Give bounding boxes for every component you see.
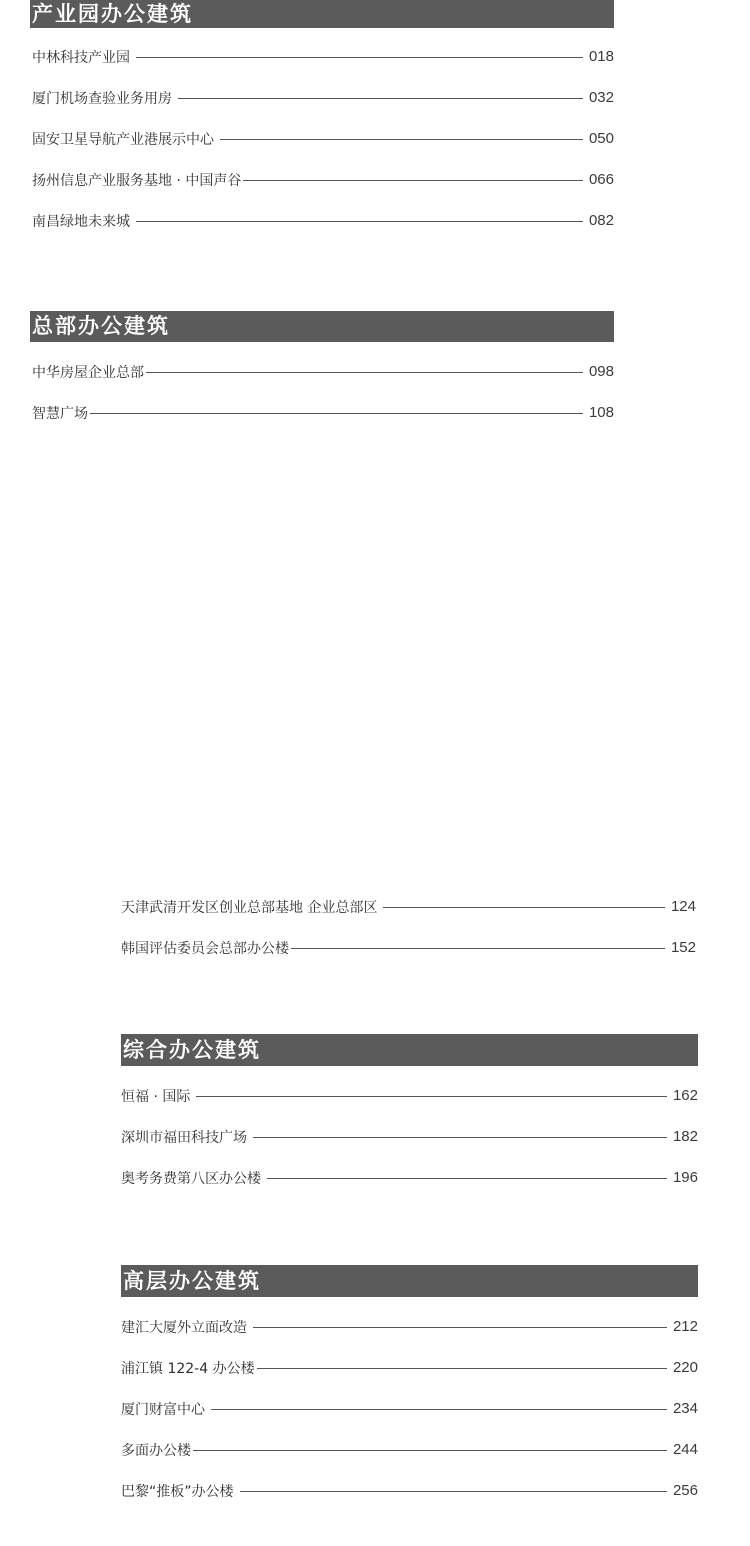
toc-entry-page: 212 [672,1318,698,1335]
toc-entry-title: 巴黎“推板”办公楼 [121,1483,234,1500]
leader-line [196,1096,667,1097]
toc-list [32,36,614,241]
leader-line [253,1137,667,1138]
leader-line [291,948,665,949]
toc-entry-page: 032 [588,89,614,106]
toc-section-industrial-park [32,0,614,241]
leader-line [267,1178,667,1179]
toc-entry-page: 082 [588,212,614,229]
toc-entry[interactable] [121,886,696,927]
leader-line [136,221,583,222]
toc-entry-page: 066 [588,171,614,188]
toc-entry-title: 深圳市福田科技广场 [121,1129,247,1146]
section-heading: 高层办公建筑 [121,1265,698,1297]
toc-entry[interactable] [121,1075,698,1116]
toc-entry[interactable] [32,36,614,77]
toc-entry-page: 108 [588,404,614,421]
toc-entry[interactable] [121,1306,698,1347]
leader-line [211,1409,667,1410]
toc-entry-page: 196 [672,1169,698,1186]
toc-entry[interactable] [121,1429,698,1470]
toc-entry-page: 152 [670,939,696,956]
toc-entry[interactable] [32,351,614,392]
leader-line [240,1491,667,1492]
toc-list [121,1075,698,1198]
toc-entry-title: 多面办公楼 [121,1442,191,1459]
toc-section-headquarters [32,311,614,433]
toc-section-continued [121,886,696,968]
leader-line [220,139,583,140]
toc-entry[interactable] [32,200,614,241]
toc-entry[interactable] [32,77,614,118]
toc-entry-page: 244 [672,1441,698,1458]
toc-entry[interactable] [32,159,614,200]
toc-entry-page: 256 [672,1482,698,1499]
toc-entry-page: 050 [588,130,614,147]
toc-entry-title: 韩国评估委员会总部办公楼 [121,940,289,957]
leader-line [90,413,583,414]
toc-entry-page: 220 [672,1359,698,1376]
leader-line [193,1450,667,1451]
leader-line [136,57,583,58]
leader-line [253,1327,667,1328]
leader-line [383,907,665,908]
section-heading: 产业园办公建筑 [30,0,614,28]
toc-entry-title: 厦门财富中心 [121,1401,205,1418]
toc-entry-page: 018 [588,48,614,65]
toc-entry-page: 162 [672,1087,698,1104]
toc-section-mixed-office [121,1034,698,1198]
toc-list [32,351,614,433]
toc-entry-title: 天津武清开发区创业总部基地 企业总部区 [121,899,378,916]
toc-entry[interactable] [121,1116,698,1157]
leader-line [146,372,583,373]
toc-entry[interactable] [32,118,614,159]
toc-entry-title: 恒福 · 国际 [121,1088,191,1105]
toc-entry[interactable] [121,1157,698,1198]
toc-entry-title: 厦门机场查验业务用房 [32,90,172,107]
toc-entry[interactable] [121,927,696,968]
toc-entry[interactable] [121,1347,698,1388]
toc-entry-title: 中林科技产业园 [32,49,130,66]
toc-list [121,886,696,968]
section-heading: 总部办公建筑 [30,311,614,342]
toc-entry-page: 124 [670,898,696,915]
toc-entry-title: 建汇大厦外立面改造 [121,1319,247,1336]
leader-line [243,180,583,181]
toc-entry-title: 扬州信息产业服务基地 · 中国声谷 [32,172,242,189]
section-heading: 综合办公建筑 [121,1034,698,1066]
toc-list [121,1306,698,1511]
leader-line [178,98,583,99]
toc-entry-title: 南昌绿地未来城 [32,213,130,230]
toc-entry-title: 中华房屋企业总部 [32,364,144,381]
toc-entry-page: 234 [672,1400,698,1417]
toc-entry-page: 182 [672,1128,698,1145]
toc-entry-title: 奥考务费第八区办公楼 [121,1170,261,1187]
leader-line [257,1368,667,1369]
toc-entry-title: 固安卫星导航产业港展示中心 [32,131,214,148]
toc-entry-title: 浦江镇 122-4 办公楼 [121,1360,255,1377]
toc-entry-title: 智慧广场 [32,405,88,422]
toc-entry[interactable] [32,392,614,433]
toc-entry-page: 098 [588,363,614,380]
toc-entry[interactable] [121,1470,698,1511]
toc-section-high-rise [121,1265,698,1511]
toc-entry[interactable] [121,1388,698,1429]
